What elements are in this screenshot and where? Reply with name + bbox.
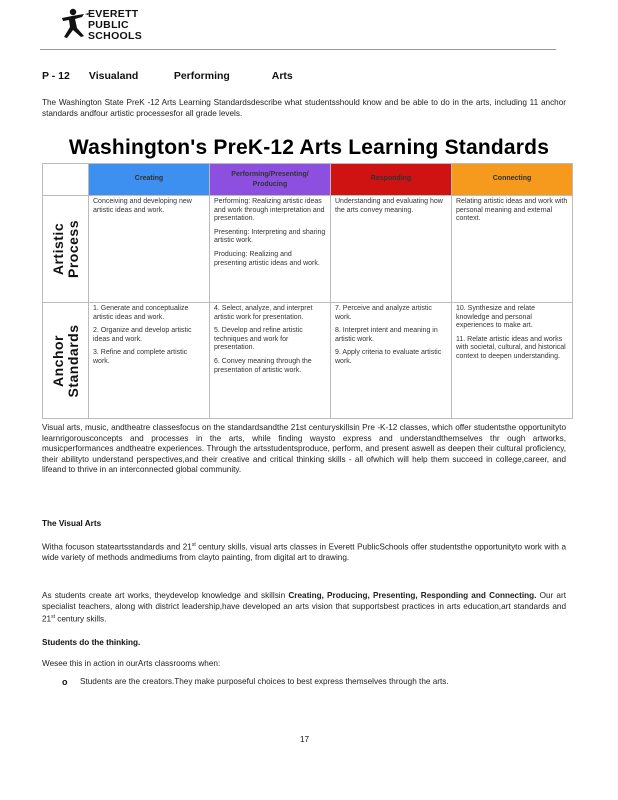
row-label-text: Artistic Process <box>49 220 81 278</box>
anchor-performing <box>210 303 331 419</box>
page-number: 17 <box>300 735 310 744</box>
header-creating: Creating <box>89 164 210 196</box>
anchor-item: 4. Select, analyze, and interpret artistic work for presentation. <box>214 305 313 321</box>
header-responding: Responding <box>331 164 452 196</box>
title-part: Visualand <box>88 70 139 82</box>
row-label-text: Anchor Standards <box>49 324 81 397</box>
bullet-icon: o <box>62 677 68 687</box>
section-title <box>42 70 342 82</box>
text-run: century skills, visual arts classes in Everett PublicSchools offer studentsthe opportunityto work with a wide variety of methods andmediums from clayto painting, from digital art to drawing. <box>42 542 566 563</box>
process-item: Performing: Realizing artistic ideas and work through interpretation and presentation. <box>214 198 325 223</box>
process-item: Presenting: Interpreting and sharing artistic work. <box>214 228 326 245</box>
header-divider <box>40 49 556 50</box>
process-performing <box>210 196 331 303</box>
heading-visual-arts: The Visual Arts <box>42 519 102 528</box>
intro-paragraph: The Washington State PreK -12 Arts Learning Standardsdescribe what studentsshould know and be able to do in the arts, including 11 anchor standards andfour artistic processesfor all grade levels. <box>42 98 566 118</box>
body-paragraph-2 <box>42 540 566 564</box>
header-performing: Performing/Presenting/ Producing <box>210 164 331 196</box>
anchor-connecting <box>452 303 573 419</box>
text-run: century skills. <box>57 614 107 624</box>
anchor-item: 6. Convey meaning through the presentation of artistic work. <box>214 357 312 374</box>
process-connecting: Relating artistic ideas and work with personal meaning and external context. <box>452 196 573 303</box>
anchor-item: 3. Refine and complete artistic work. <box>93 349 188 365</box>
superscript: st <box>191 542 196 548</box>
text-run: Our art specialist teachers, along with district leadership,have developed an arts vision that supportsbest practices in arts education,art standards and 21 <box>42 591 566 624</box>
title-part: Performing <box>173 70 230 82</box>
standards-title: Washington's PreK-12 Arts Learning Standards <box>68 136 550 159</box>
anchor-item: 1. Generate and conceptualize artistic ideas and work. <box>93 305 189 321</box>
row-label-anchor <box>43 303 89 419</box>
anchor-responding <box>331 303 452 419</box>
logo-line: PUBLIC <box>88 19 129 31</box>
header-connecting: Connecting <box>452 164 573 196</box>
process-responding: Understanding and evaluating how the arts convey meaning. <box>331 196 452 303</box>
bold-text: Creating, Producing, Presenting, Responding and Connecting. <box>288 591 537 600</box>
process-item: Producing: Realizing and presenting artistic ideas and work. <box>214 250 320 267</box>
anchor-creating <box>89 303 210 419</box>
heading-students: Students do the thinking. <box>42 638 141 647</box>
figure-icon <box>62 9 89 38</box>
anchor-item: 7. Perceive and analyze artistic work. <box>335 305 432 321</box>
anchor-item: 9. Apply criteria to evaluate artistic work. <box>335 349 442 365</box>
title-part: P - 12 <box>42 70 70 82</box>
anchor-item: 11. Relate artistic ideas and works with societal, cultural, and historical context to deepen understanding. <box>456 335 566 360</box>
body-paragraph-3 <box>42 591 566 625</box>
standards-table <box>42 163 573 419</box>
superscript: st <box>51 614 55 620</box>
body-paragraph-1: Visual arts, music, andtheatre classesfocus on the standardsandthe 21st centuryskillsin Pre -K-12 classes, which offer studentsthe opportunityto learnrigorousconcepts and processes in the arts, while finding waysto express and understandthemselves thr ough artworks, musicperformances andtheatre experiences. Through the artsstudentsproduce, perform, and present aswell as deepen their cultural proficiency, their abilityto understand perspectives,and their creative and critical thinking skills - all ofwhich will help them succeed in college,career, and lifeand to thrive in an interconnected global community. <box>42 423 566 474</box>
corner-cell <box>43 164 89 196</box>
title-part: Arts <box>271 70 293 82</box>
anchor-item: 2. Organize and develop artistic ideas and work. <box>93 327 192 343</box>
anchor-item: 5. Develop and refine artistic techniques and work for presentation. <box>214 327 303 352</box>
anchor-item: 10. Synthesize and relate knowledge and personal experiences to make art. <box>456 305 535 330</box>
text-run: Witha focuson stateartsstandards and 21 <box>42 542 192 552</box>
text-run: As students create art works, theydevelop knowledge and skillsin <box>42 591 286 600</box>
row-label-process <box>43 196 89 303</box>
logo-line: SCHOOLS <box>88 30 143 42</box>
body-paragraph-4: Wesee this in action in ourArts classrooms when: <box>42 659 221 668</box>
logo-line: EVERETT <box>88 8 139 20</box>
process-creating: Conceiving and developing new artistic ideas and work. <box>89 196 210 303</box>
bullet-item: Students are the creators.They make purposeful choices to best express themselves through the arts. <box>80 677 449 686</box>
anchor-item: 8. Interpret intent and meaning in artistic work. <box>335 327 438 343</box>
logo-text <box>88 9 142 42</box>
